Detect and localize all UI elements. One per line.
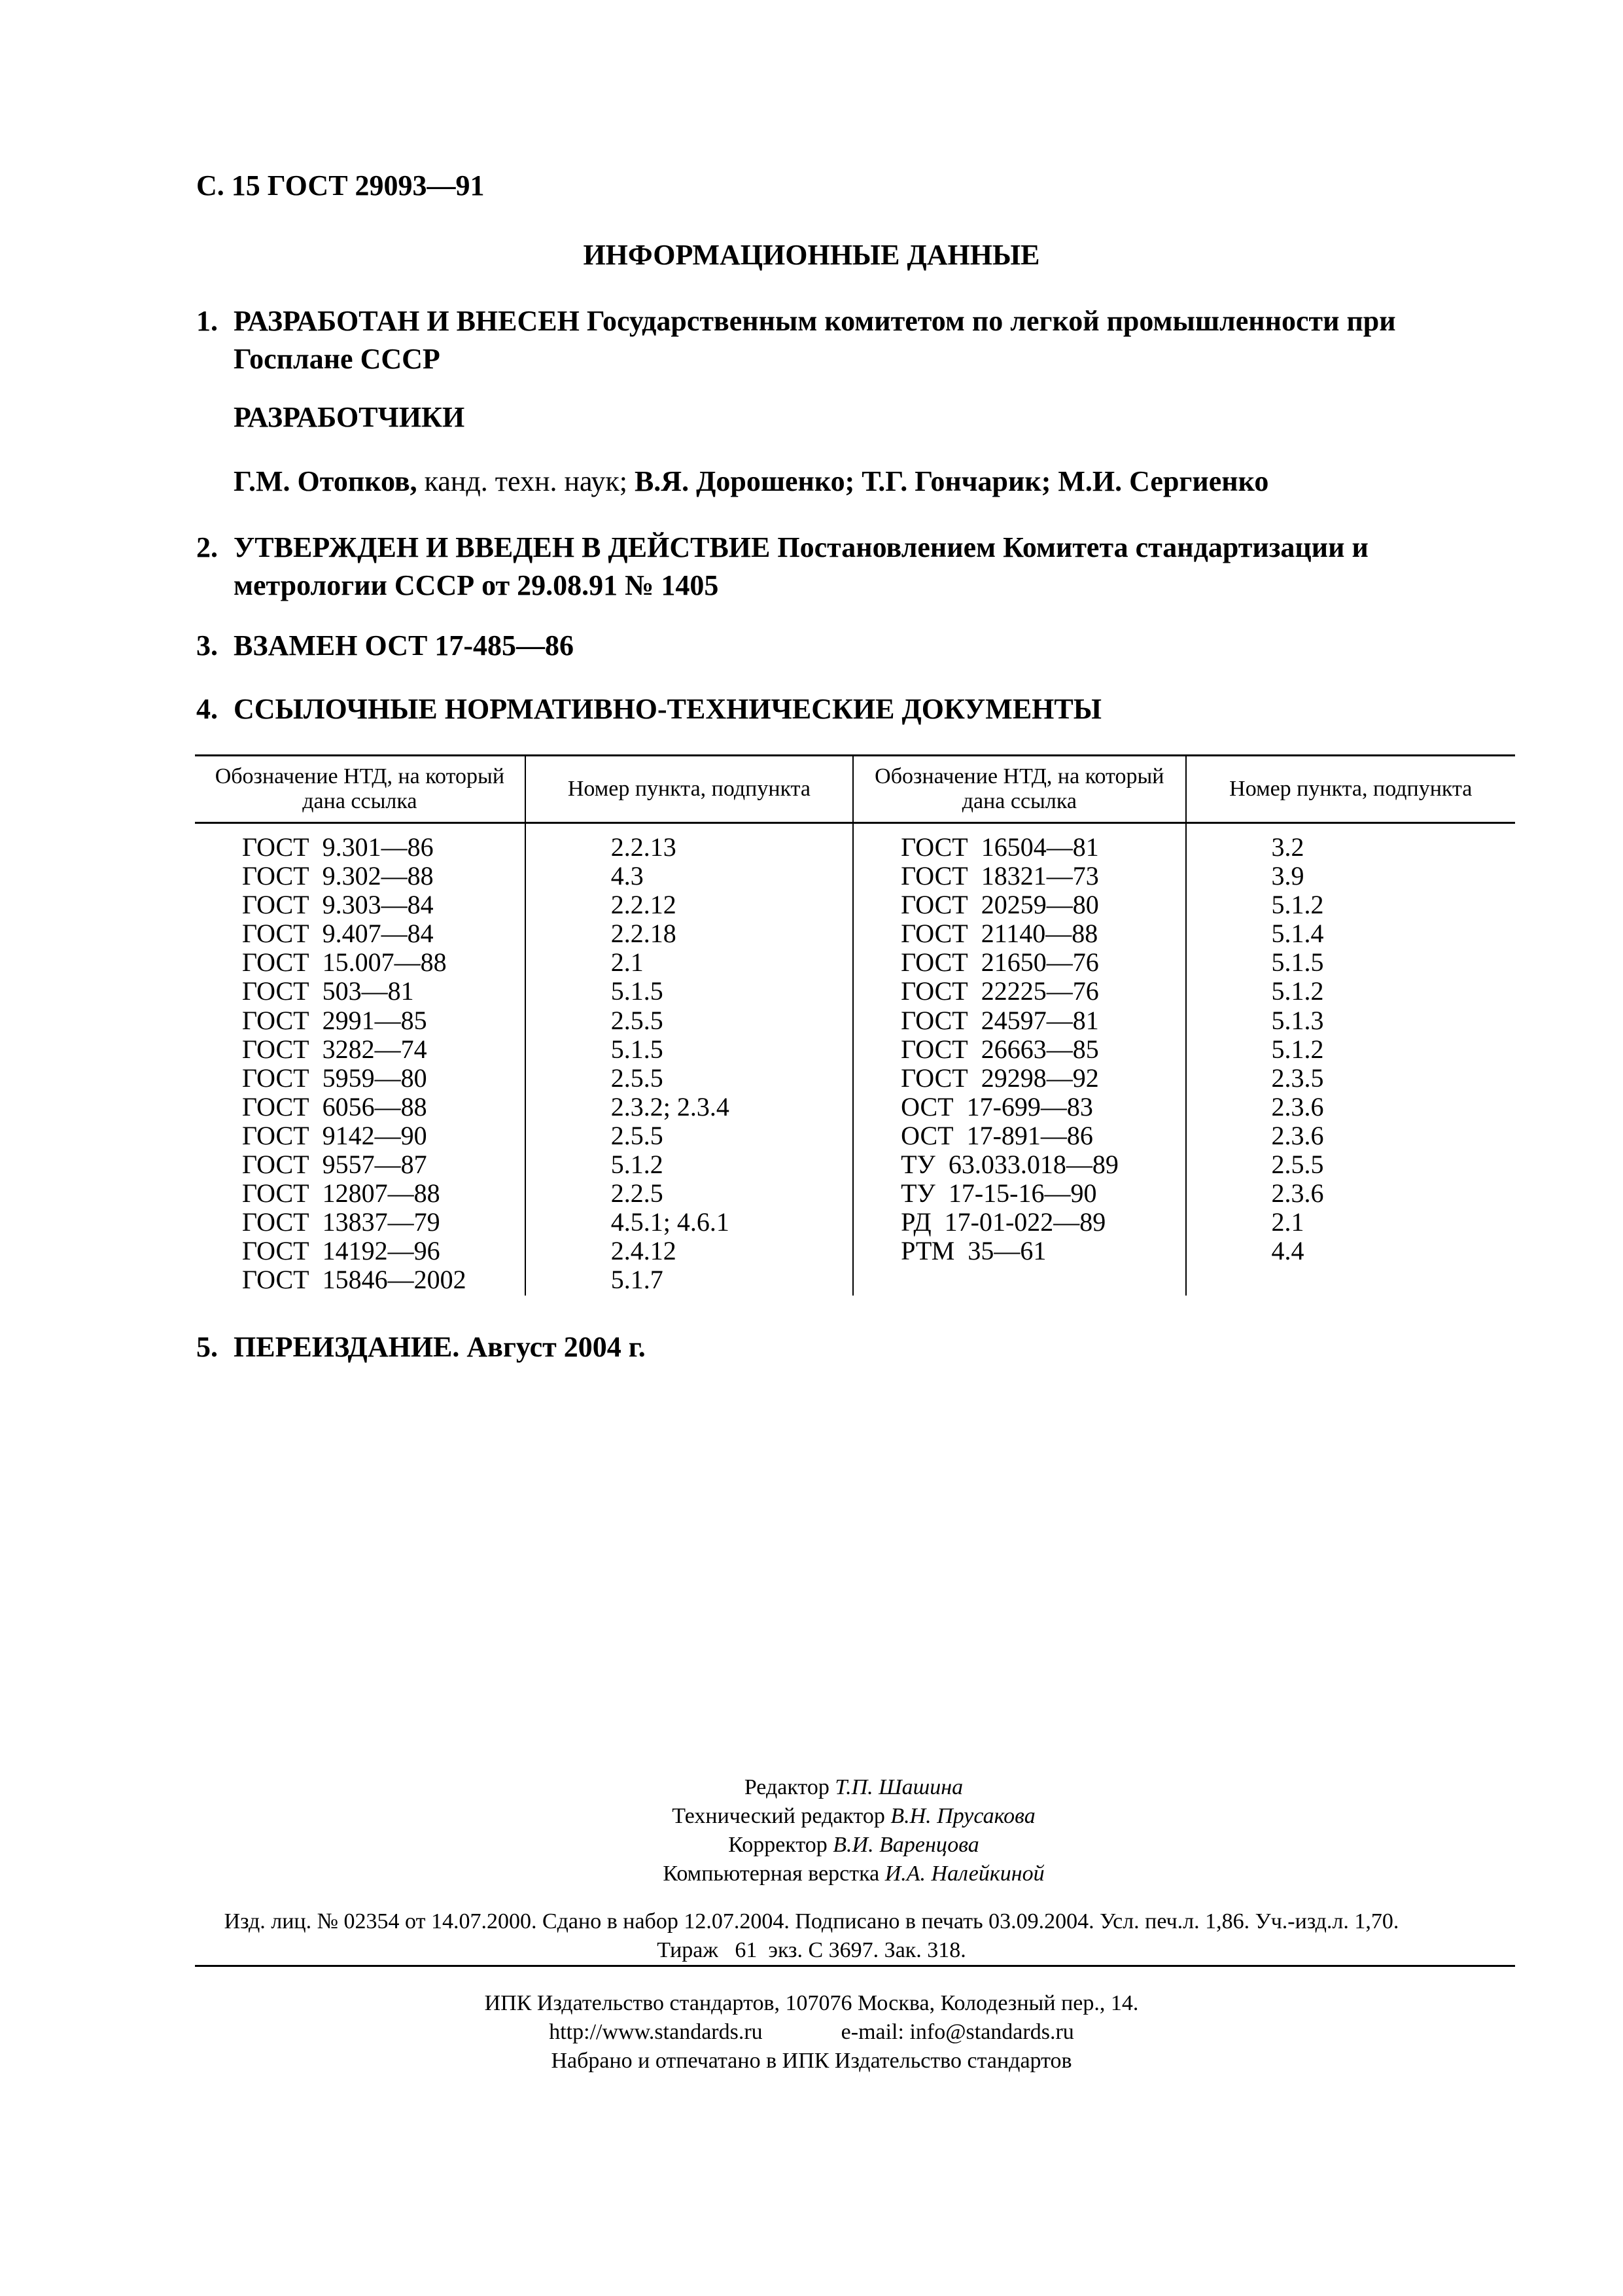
table-cell: 3.2 bbox=[1271, 832, 1304, 862]
table-cell: ГОСТ 13837—79 bbox=[242, 1207, 440, 1237]
col-header-doc-right: Обозначение НТД, на который дана ссылка bbox=[853, 756, 1185, 823]
credit-role: Технический редактор bbox=[672, 1804, 885, 1828]
table-cell: ГОСТ 14192—96 bbox=[242, 1236, 440, 1266]
publisher-url: http://www.standards.ru bbox=[549, 2020, 763, 2044]
item-5-text: Август 2004 г. bbox=[466, 1331, 646, 1363]
table-cell: ГОСТ 9.302—88 bbox=[242, 861, 434, 891]
table-cell: 5.1.7 bbox=[610, 1265, 663, 1295]
table-cell: ГОСТ 9.301—86 bbox=[242, 832, 434, 862]
table-cell: ГОСТ 16504—81 bbox=[901, 832, 1099, 862]
publisher-email: e-mail: info@standards.ru bbox=[841, 2020, 1074, 2044]
item-5 bbox=[0, 1328, 1623, 1368]
table-cell: 2.3.6 bbox=[1271, 1178, 1324, 1209]
table-cell: ГОСТ 9557—87 bbox=[242, 1150, 427, 1180]
page-header: С. 15 ГОСТ 29093—91 bbox=[196, 169, 485, 202]
item-3-number: 3. bbox=[196, 629, 218, 662]
credit-role: Редактор bbox=[744, 1775, 829, 1799]
table-cell: 4.5.1; 4.6.1 bbox=[610, 1207, 729, 1237]
publisher-contacts bbox=[0, 2018, 1623, 2047]
table-cell: ГОСТ 9.303—84 bbox=[242, 890, 434, 920]
table-cell: ГОСТ 15846—2002 bbox=[242, 1265, 466, 1295]
credit-role: Корректор bbox=[728, 1833, 828, 1857]
table-cell: 2.5.5 bbox=[610, 1063, 663, 1093]
table-cell: 5.1.2 bbox=[1271, 976, 1324, 1006]
credit-role: Компьютерная верстка bbox=[663, 1862, 880, 1886]
item-2-number: 2. bbox=[196, 531, 218, 563]
col-header-point-left: Номер пункта, подпункта bbox=[525, 756, 853, 823]
table-cell: 2.3.6 bbox=[1271, 1120, 1324, 1150]
credit-line bbox=[0, 1802, 1623, 1831]
table-cell: 2.1 bbox=[1271, 1207, 1304, 1237]
table-cell: ГОСТ 21140—88 bbox=[901, 919, 1098, 949]
table-cell: 2.4.12 bbox=[610, 1236, 676, 1266]
developers-list bbox=[234, 465, 1268, 498]
left-doc-column bbox=[195, 823, 525, 1296]
table-cell: ГОСТ 3282—74 bbox=[242, 1034, 427, 1064]
right-doc-column bbox=[853, 823, 1185, 1296]
developers-rest: В.Я. Дорошенко; Т.Г. Гончарик; М.И. Сергиенко bbox=[627, 465, 1269, 497]
table-header-row bbox=[195, 756, 1515, 823]
table-cell: 5.1.2 bbox=[610, 1150, 663, 1180]
divider bbox=[195, 1965, 1515, 1967]
table-cell: ГОСТ 2991—85 bbox=[242, 1005, 427, 1035]
imprint-block bbox=[0, 1907, 1623, 1965]
table-cell: ОСТ 17-699—83 bbox=[901, 1091, 1093, 1122]
table-cell: 4.4 bbox=[1271, 1236, 1304, 1266]
item-3 bbox=[0, 627, 1623, 666]
table-cell: 2.3.6 bbox=[1271, 1091, 1324, 1122]
item-2 bbox=[0, 529, 1623, 607]
table-cell: ГОСТ 503—81 bbox=[242, 976, 414, 1006]
col-header-point-right: Номер пункта, подпункта bbox=[1186, 756, 1515, 823]
table-cell: РД 17-01-022—89 bbox=[901, 1207, 1106, 1237]
table-cell: ГОСТ 18321—73 bbox=[901, 861, 1099, 891]
table-cell: ГОСТ 12807—88 bbox=[242, 1178, 440, 1209]
table-cell: РТМ 35—61 bbox=[901, 1236, 1047, 1266]
left-point-column bbox=[525, 823, 853, 1296]
col-header-doc-left: Обозначение НТД, на который дана ссылка bbox=[195, 756, 525, 823]
table-cell: 2.2.18 bbox=[610, 919, 676, 949]
item-3-text: ВЗАМЕН ОСТ 17-485—86 bbox=[234, 629, 574, 662]
table-cell: ГОСТ 20259—80 bbox=[901, 890, 1099, 920]
table-body-row bbox=[195, 823, 1515, 1296]
developer-name: Г.М. Отопков, bbox=[234, 465, 417, 497]
table-cell: 3.9 bbox=[1271, 861, 1304, 891]
table-cell: ГОСТ 22225—76 bbox=[901, 976, 1099, 1006]
item-5-lead: ПЕРЕИЗДАНИЕ. bbox=[234, 1331, 460, 1363]
table-cell: 5.1.4 bbox=[1271, 919, 1324, 949]
item-1-lead: РАЗРАБОТАН И ВНЕСЕН bbox=[234, 305, 580, 337]
item-4-text: ССЫЛОЧНЫЕ НОРМАТИВНО-ТЕХНИЧЕСКИЕ ДОКУМЕНТЫ bbox=[234, 693, 1102, 725]
table-cell: 2.5.5 bbox=[610, 1005, 663, 1035]
table-cell: 2.2.13 bbox=[610, 832, 676, 862]
table-cell: ТУ 63.033.018—89 bbox=[901, 1150, 1119, 1180]
credit-line bbox=[0, 1860, 1623, 1888]
table-cell: ТУ 17-15-16—90 bbox=[901, 1178, 1097, 1209]
table-cell: ГОСТ 9142—90 bbox=[242, 1120, 427, 1150]
table-cell: ГОСТ 6056—88 bbox=[242, 1091, 427, 1122]
credit-name: В.Н. Прусакова bbox=[890, 1804, 1036, 1828]
publisher-address: ИПК Издательство стандартов, 107076 Москва, Колодезный пер., 14. bbox=[484, 1991, 1139, 2015]
imprint-line-2: Тираж 61 экз. С 3697. Зак. 318. bbox=[657, 1938, 966, 1962]
page-title: ИНФОРМАЦИОННЫЕ ДАННЫЕ bbox=[583, 239, 1040, 271]
table-cell: 2.3.5 bbox=[1271, 1063, 1324, 1093]
item-2-lead: УТВЕРЖДЕН И ВВЕДЕН В ДЕЙСТВИЕ bbox=[234, 531, 771, 563]
table-cell: 2.3.2; 2.3.4 bbox=[610, 1091, 729, 1122]
publisher-block bbox=[0, 1989, 1623, 2075]
credit-line bbox=[0, 1831, 1623, 1860]
developers-heading: РАЗРАБОТЧИКИ bbox=[234, 401, 465, 433]
credit-name: В.И. Варенцова bbox=[833, 1833, 979, 1857]
table-cell: 2.2.5 bbox=[610, 1178, 663, 1209]
table-cell: 5.1.5 bbox=[610, 976, 663, 1006]
table-cell: ГОСТ 21650—76 bbox=[901, 947, 1099, 978]
item-4 bbox=[0, 690, 1623, 730]
table-cell: 2.2.12 bbox=[610, 890, 676, 920]
table-cell: 2.5.5 bbox=[1271, 1150, 1324, 1180]
table-cell: 5.1.5 bbox=[610, 1034, 663, 1064]
table-cell: ГОСТ 24597—81 bbox=[901, 1005, 1099, 1035]
table-cell: ГОСТ 29298—92 bbox=[901, 1063, 1099, 1093]
credit-line bbox=[0, 1773, 1623, 1802]
reference-documents-table bbox=[195, 754, 1515, 1296]
credits-block bbox=[0, 1773, 1623, 1888]
table-cell: 5.1.2 bbox=[1271, 1034, 1324, 1064]
table-cell: ОСТ 17-891—86 bbox=[901, 1120, 1093, 1150]
item-1-number: 1. bbox=[196, 305, 218, 337]
table-cell: 5.1.2 bbox=[1271, 890, 1324, 920]
item-2-text: Постановлением Комитета стандартизации и метрологии СССР от 29.08.91 № 1405 bbox=[234, 531, 1369, 601]
item-1-text: Государственным комитетом по легкой промышленности при Госплане СССР bbox=[234, 305, 1396, 375]
credit-name: И.А. Налейкиной bbox=[884, 1862, 1045, 1886]
table-cell: 5.1.3 bbox=[1271, 1005, 1324, 1035]
table-cell: ГОСТ 9.407—84 bbox=[242, 919, 434, 949]
imprint-line-1: Изд. лиц. № 02354 от 14.07.2000. Сдано в набор 12.07.2004. Подписано в печать 03.09.2004. Усл. печ.л. 1,86. Уч.-изд.л. 1,70. bbox=[224, 1909, 1399, 1934]
item-4-number: 4. bbox=[196, 693, 218, 725]
table-cell: 2.1 bbox=[610, 947, 644, 978]
publisher-printed: Набрано и отпечатано в ИПК Издательство стандартов bbox=[551, 2049, 1072, 2073]
item-5-number: 5. bbox=[196, 1331, 218, 1363]
developer-degree: канд. техн. наук; bbox=[417, 465, 627, 497]
table-cell: 5.1.5 bbox=[1271, 947, 1324, 978]
credit-name: Т.П. Шашина bbox=[835, 1775, 964, 1799]
item-1 bbox=[0, 302, 1623, 381]
table-cell: ГОСТ 15.007—88 bbox=[242, 947, 447, 978]
table-cell: ГОСТ 26663—85 bbox=[901, 1034, 1099, 1064]
table-cell: 2.5.5 bbox=[610, 1120, 663, 1150]
right-point-column bbox=[1186, 823, 1515, 1296]
table-cell: 4.3 bbox=[610, 861, 644, 891]
table-cell: ГОСТ 5959—80 bbox=[242, 1063, 427, 1093]
